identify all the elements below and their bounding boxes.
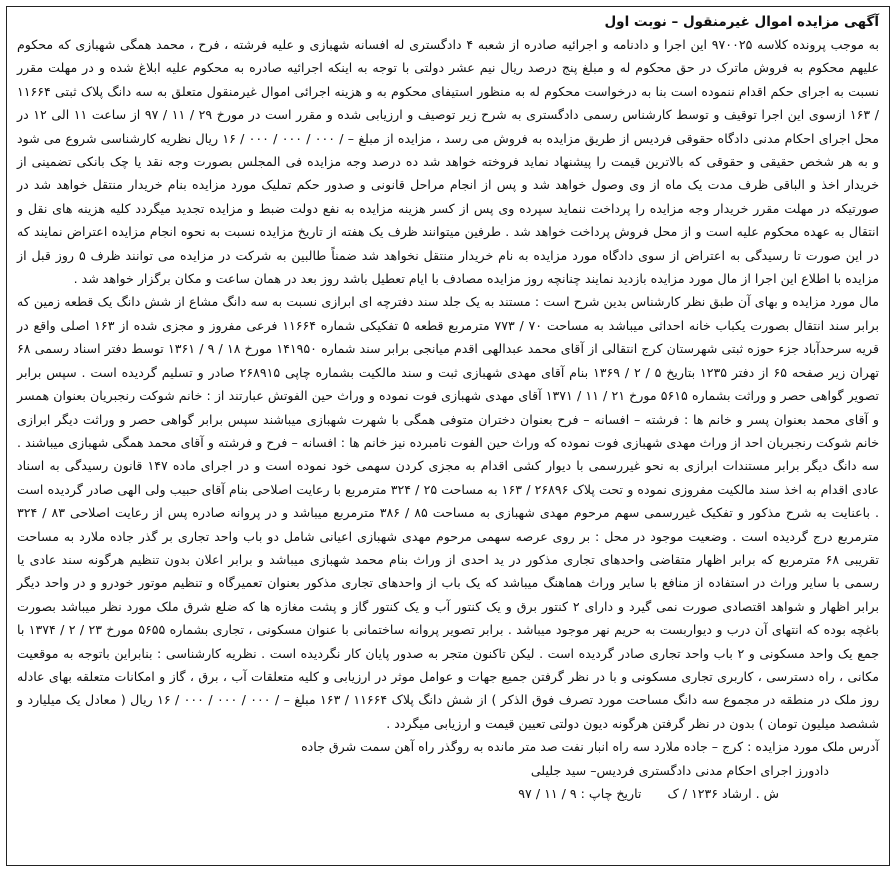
notice-paragraph-auction-terms: به موجب پرونده کلاسه ۹۷۰۰۲۵ این اجرا و دادنامه و اجرائیه صادره از شعبه ۴ دادگستری له افسانه شهبازی و علیه فرشته ، فرح ، محمد همگی شهبازی که محکوم علیهم محکوم به فروش ماترک در حق محکوم له و مبلغ پنج درصد ریال نیم عشر دولتی با توجه به اینکه اجرائیه صادره به محکوم علیه ابلاغ شده و در مهلت مقرر نسبت به اجرای حکم اقدام ننموده است بنا به درخواست محکوم له به منظور استیفای محکوم به و هزینه اجرائی اموال غیرمنقول متعلق به سه دانگ پلاک ثبتی ۱۱۶۶۴ / ۱۶۳ ازسوی این اجرا توقیف و توسط کارشناس رسمی دادگستری به شرح زیر توصیف و ارزیابی شده و مقرر است در مورخ ۲۹ / ۱۱ / ۹۷ از ساعت ۱۱ الی ۱۲ در محل اجرای احکام مدنی دادگاه حقوقی فردیس از طریق مزایده به فروش می رسد ، مزایده از مبلغ – / ۰۰۰ / ۰۰۰ / ۰۰۰ / ۱۶ ریال نظریه کارشناسی شروع می شود و به هر شخص حقیقی و حقوقی که بالاترین قیمت را پیشنهاد نماید فروخته خواهد شد ده درصد وجه مزایده فی المجلس بصورت وجه نقد یا چک بانکی تضمینی از خریدار اخذ و الباقی ظرف مدت یک ماه از وی وصول خواهد شد و پس از انجام مراحل قانونی و صدور حکم تملیک مورد مزایده بنام خریدار منتقل خواهد شد در صورتیکه در مهلت مقرر خریدار وجه مزایده را پرداخت ننماید سپرده وی پس از کسر هزینه مزایده به نفع دولت ضبط و مزایده تجدید میگردد کلیه هزینه های نقل و انتقال به عهده محکوم علیه است و از محل فروش پرداخت خواهد شد . طرفین میتوانند ظرف یک هفته از تاریخ مزایده نسبت به نحوه انجام مزایده اعتراض نمایند که در این صورت تا رسیدگی به اعتراض از سوی دادگاه مورد مزایده به نام خریدار منتقل نخواهد شد ضمناً طالبین به شرکت در مزایده می توانند ظرف ۵ روز قبل از مزایده با اطلاع این اجرا از مال مورد مزایده بازدید نمایند چنانچه روز مزایده مصادف با ایام تعطیل باشد روز بعد در همان ساعت و مکان برگزار خواهد شد . [17, 37, 880, 287]
guidance-ref-number: ش . ارشاد ۱۲۳۶ / ک [667, 785, 779, 801]
notice-footer [17, 759, 879, 805]
notice-paragraph-property-description: مال مورد مزایده و بهای آن طبق نظر کارشناس بدین شرح است : مستند به یک جلد سند دفترچه ای ابرازی نسبت به سه دانگ مشاع از شش دانگ یک قطعه زمین که برابر سند انتقال بصورت یکباب خانه احداثی میباشد به مساحت ۷۰ / ۷۷۳ مترمربع قطعه ۵ تفکیکی شماره ۱۱۶۶۴ فرعی مفروز و مجزی شده از ۱۶۳ اصلی واقع در قریه سرحدآباد جزء حوزه ثبتی شهرستان کرج انتقالی از آقای محمد عبدالهی اقدم میانجی برابر سند شماره ۱۴۱۹۵۰ مورخ ۱۸ / ۹ / ۱۳۶۱ توسط دفتر اسناد رسمی ۶۸ تهران زیر صفحه ۶۵ از دفتر ۱۲۳۵ بتاریخ ۵ / ۲ / ۱۳۶۹ بنام آقای مهدی شهبازی ثبت و سند مالکیت بشماره چاپی ۲۶۸۹۱۵ صادر و تسلیم گردیده است . سپس برابر تصویر گواهی حصر و وراثت بشماره ۵۶۱۵ مورخ ۲۱ / ۱۱ / ۱۳۷۱ آقای مهدی شهبازی فوت نموده و وراث حین الفوتش عبارتند از : خانم شوکت رنجبریان بعنوان همسر و آقای محمد بعنوان پسر و خانم ها : فرشته – افسانه – فرح بعنوان دختران متوفی همگی با شهرت شهبازی میباشند سپس برابر گواهی حصر و وراثت دیگر ابرازی خانم شوکت رنجبریان احد از وراث مهدی شهبازی فوت نموده که وراث حین الفوت نامبرده نیز خانم ها : افسانه – فرح و فرشته و آقای محمد همگی شهبازی میباشند . سه دانگ دیگر برابر مستندات ابرازی به نحو غیررسمی با دیوار کشی اقدام به مجزی کردن سهمی خود نموده است و در اجرای ماده ۱۴۷ قانون رسیدگی به اسناد عادی اقدام به اخذ سند مالکیت مفروزی نموده و تحت پلاک ۲۶۸۹۶ / ۱۶۳ به مساحت ۲۵ / ۳۲۴ مترمربع با رعایت اصلاحی بنام آقای حبیب ولی الهی صادر گردیده است . باعنایت به شرح مذکور و تفکیک غیررسمی سهم مرحوم مهدی شهبازی به مساحت ۸۵ / ۳۸۶ مترمربع میباشد و در پروانه صادره پس از رعایت اصلاحی ۸۳ / ۳۲۴ مترمربع درج گردیده است . وضعیت موجود در محل : بر روی عرصه سهمی مرحوم مهدی شهبازی اعیانی شامل دو باب واحد تجاری بر گذر جاده ملارد به مساحت تقریبی ۶۸ مترمربع که برابر اظهار متقاضی واحدهای تجاری مذکور در ید احدی از وراث بنام محمد شهبازی میباشد و برابر اعلان بدون تنظیم هرگونه سند عادی یا رسمی با سایر وراث در استفاده از منافع با سایر وراث هماهنگ میباشد که یک باب از واحدهای تجاری مذکور بعنوان تعمیرگاه و تنظیم موتور خودرو و در واحد دیگر برابر اظهار و شواهد اقتصادی صورت نمی گیرد و دارای ۲ کنتور برق و یک کنتور آب و یک کنتور گاز و پشت مغازه ها که ضلع شرق ملک مورد نظر میباشد بصورت باغچه بوده که انتهای آن درب و دیواربست به حریم نهر موجود میباشد . برابر تصویر پروانه ساختمانی با عنوان مسکونی ، تجاری بشماره ۵۶۵۵ مورخ ۲۳ / ۲ / ۱۳۷۴ با جمع یک واحد مسکونی و ۲ باب واحد تجاری صادر گردیده است . لیکن تاکنون متجر به صدور پایان کار نگردیده است . نظریه کارشناسی : بنابراین باتوجه به موقعیت مکانی ، راه دسترسی ، کاربری تجاری مسکونی و با در نظر گرفتن جمیع جهات و عوامل موثر در ارزیابی و کلیه متعلقات آب ، برق ، گاز و امکانات متعلقه بهای عادله روز ملک در منطقه در مجموع سه دانگ مساحت مورد تصرف فوق الذکر ) از شش دانگ پلاک ۱۱۶۶۴ / ۱۶۳ مبلغ – / ۰۰۰ / ۰۰۰ / ۰۰۰ / ۱۶ ریال ( معادل یک میلیارد و ششصد میلیون تومان ) بدون در نظر گرفتن هرگونه دیون دولتی تعیین قیمت و ارزیابی میگردد . [17, 294, 880, 731]
notice-body [17, 33, 879, 759]
print-date: تاریخ چاپ : ۹ / ۱۱ / ۹۷ [518, 785, 642, 801]
print-info-line [17, 782, 879, 805]
notice-signer: دادورز اجرای احکام مدنی دادگستری فردیس– سید جلیلی [530, 762, 829, 778]
auction-notice [6, 6, 890, 866]
notice-paragraph-address: آدرس ملک مورد مزایده : کرج – جاده ملارد سه راه انبار نفت صد متر مانده به روگذر راه آهن سمت شرق جاده [301, 739, 879, 755]
notice-title: آگهی مزایده اموال غیرمنقول – نوبت اول [604, 14, 879, 30]
